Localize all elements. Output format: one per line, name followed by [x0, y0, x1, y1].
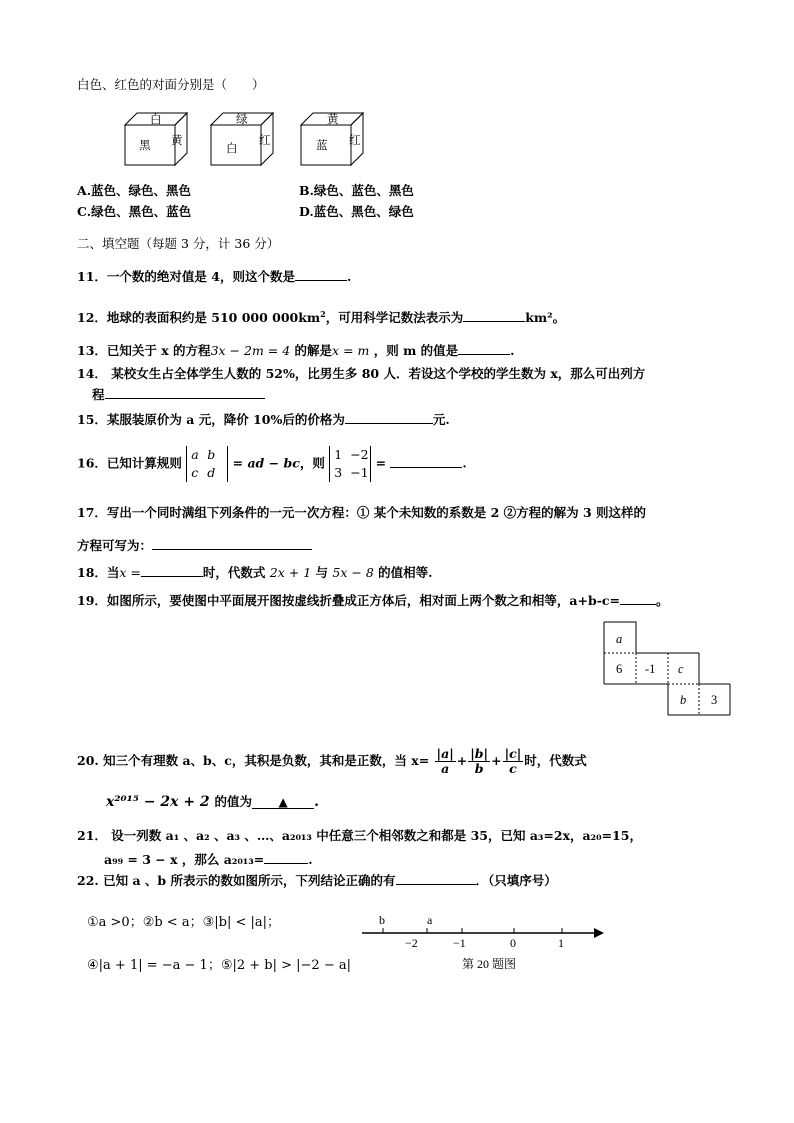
q20-blank	[252, 794, 314, 809]
cube-1-side: 黄	[171, 133, 183, 147]
tick-neg2: −2	[405, 936, 418, 950]
q15-text-a: 15．某服装原价为 a 元，降价 10%后的价格为	[77, 412, 345, 427]
q13-text-a: 13．已知关于 x 的方程	[77, 343, 211, 358]
q18-expr-2: 5x − 8	[332, 565, 374, 580]
cube-3-side: 红	[349, 133, 361, 147]
q14-blank	[105, 386, 265, 399]
q18-text-d: 的值相等.	[378, 565, 433, 580]
tick-neg1: −1	[453, 936, 466, 950]
net-c: c	[678, 662, 684, 676]
question-19: 19．如图所示，要使图中平面展开图按虚线折叠成正方体后，相对面上两个数之和相等，a+b-c= 。	[77, 593, 669, 608]
q22-text-a: 22. 已知 a 、b 所表示的数如图所示，下列结论正确的有	[77, 873, 396, 888]
net-a: a	[616, 632, 623, 646]
q22-options-line1: ①a >0；②b < a；③|b| < |a|；	[87, 915, 280, 930]
net-3: 3	[711, 693, 718, 707]
q19-text: 19．如图所示，要使图中平面展开图按虚线折叠成正方体后，相对面上两个数之和相等，a+b-c=	[77, 593, 620, 608]
q20-frac-c: $\frac{|c|}{c}$	[504, 746, 522, 776]
question-16: 16．已知计算规则 a b c d = ad − bc，则 1 −2 3 −1 = .	[77, 447, 467, 480]
question-17-line2	[77, 537, 312, 554]
cube-3-top: 黄	[327, 112, 339, 126]
q18-text-b: 时，代数式	[202, 565, 266, 580]
net-b: b	[680, 693, 687, 707]
q11-text: 11．一个数的绝对值是 4，则这个数是	[77, 269, 295, 284]
q15-text-b: 元.	[432, 412, 450, 427]
tick-0: 0	[510, 936, 516, 950]
cube-3	[296, 108, 376, 174]
q20-text-c: 的值为	[214, 794, 253, 809]
q20-frac-a: $\frac{|a|}{a}$	[436, 746, 454, 776]
cube-2	[206, 108, 286, 174]
q13-solution: x = m	[332, 343, 370, 358]
q17-text-b: 方程可写为：	[77, 538, 153, 553]
q10-option-b: B.绿色、蓝色、黑色	[299, 183, 414, 198]
q18-expr-1: 2x + 1	[269, 565, 312, 580]
q12-blank	[463, 309, 525, 322]
q10-option-d: D.蓝色、黑色、绿色	[299, 204, 414, 219]
question-20: 20. 知三个有理数 a、b、c，其积是负数，其和是正数，当 x= $\frac{|a|}{a}$ + $\frac{|b|}{b}$ + $\frac{|c|}{c}$ 时，代数式	[77, 746, 587, 776]
q11-blank	[295, 268, 347, 281]
question-15	[77, 411, 450, 428]
q20-text-b: 时，代数式	[524, 753, 587, 768]
question-18	[77, 564, 433, 581]
q18-text-c: 与	[315, 565, 329, 580]
q20-text-a: 20. 知三个有理数 a、b、c，其积是负数，其和是正数，当 x=	[77, 753, 430, 768]
q18-text-a: 18．当	[77, 565, 120, 580]
triangle-marker: ▲	[278, 795, 288, 809]
question-11: 11．一个数的绝对值是 4，则这个数是 .	[77, 269, 352, 284]
cube-2-front: 白	[226, 141, 238, 155]
section-title: 二、填空题（每题 3 分，计 36 分）	[77, 236, 280, 251]
number-line-figure	[362, 912, 607, 976]
q16-text-b: ，则	[299, 455, 325, 471]
net-neg1: -1	[645, 662, 656, 676]
q10-option-c: C.绿色、黑色、蓝色	[77, 204, 192, 219]
cube-1	[120, 108, 200, 174]
q20-expression: x²⁰¹⁵ − 2x + 2	[106, 794, 210, 810]
point-b-label: b	[379, 913, 385, 927]
q18-x: x =	[119, 565, 141, 580]
question-12: 12．地球的表面积约是 510 000 $000km^2$，可用科学记数法表示为 km²。	[77, 309, 566, 326]
cube-1-front: 黑	[139, 138, 151, 152]
q13-blank	[458, 342, 510, 355]
q16-blank	[390, 455, 462, 468]
net-6: 6	[616, 662, 623, 676]
question-14-line2	[92, 386, 265, 403]
q14-text-b: 程	[92, 387, 105, 402]
q21-blank	[264, 851, 308, 864]
q12-text-b: ，可用科学记数法表示为	[325, 310, 464, 326]
q16-text-a: 16．已知计算规则	[77, 455, 182, 471]
point-a-label: a	[427, 913, 433, 927]
q15-blank	[345, 411, 433, 424]
question-13: 13．已知关于 x 的方程3x − 2m = 4 的解是x = m ，则 m 的值是 .	[77, 343, 515, 358]
q10-option-a: A.蓝色、绿色、黑色	[77, 183, 192, 198]
q12-text-c: km²。	[525, 310, 566, 326]
q22-blank	[396, 872, 476, 885]
question-21: 21． 设一列数 a₁ 、a₂ 、a₃ 、…、a₂₀₁₃ 中任意三个相邻数之和都是 35，已知 a₃=2x，a₂₀=15，	[77, 828, 642, 843]
question-21-line2: a₉₉ = 3 − x ，那么 a₂₀₁₃= .	[104, 852, 313, 867]
cube-3-front: 蓝	[316, 138, 328, 152]
q19-blank	[620, 592, 656, 605]
cube-1-top: 白	[150, 112, 162, 126]
q13-text-b: 的解是	[294, 343, 333, 358]
q21-text-b: a₉₉ = 3 − x ，那么 a₂₀₁₃=	[104, 852, 265, 867]
q16-rule: = ad − bc	[232, 455, 300, 471]
question-17: 17．写出一个同时满组下列条件的一元一次方程：① 某个未知数的系数是 2 ②方程的解为 3 则这样的	[77, 505, 647, 520]
cube-2-top: 绿	[236, 112, 248, 126]
q16-determinant-2: 1 −2 3 −1	[329, 446, 371, 482]
q12-text-a: 12．地球的表面积约是 510 000 000km	[77, 310, 321, 326]
q17-blank	[152, 537, 312, 550]
q16-text-c: =	[375, 455, 391, 471]
q10-stem: 白色、红色的对面分别是（ ）	[77, 77, 265, 92]
q22-text-b: ．（只填序号）	[475, 873, 557, 888]
q18-blank	[141, 564, 203, 577]
question-14: 14． 某校女生占全体学生人数的 52%，比男生多 80 人．若设这个学校的学生数为 x，那么可出列方	[77, 366, 646, 381]
figure-caption: 第 20 题图	[462, 957, 517, 971]
q22-options-line2: ④|a + 1| = −a − 1；⑤|2 + b| > |−2 − a|	[87, 958, 351, 973]
q13-text-c: ，则 m 的值是	[373, 343, 459, 358]
q13-equation: 3x − 2m = 4	[210, 343, 291, 358]
q16-determinant-1: a b c d	[186, 446, 228, 482]
cube-2-side: 红	[259, 133, 271, 147]
question-22	[77, 872, 557, 889]
cube-net-figure	[604, 622, 734, 721]
q20-frac-b: $\frac{|b|}{b}$	[470, 746, 489, 776]
question-20-line2: x²⁰¹⁵ − 2x + 2 的值为 ▲ .	[106, 794, 319, 810]
tick-1: 1	[558, 936, 564, 950]
